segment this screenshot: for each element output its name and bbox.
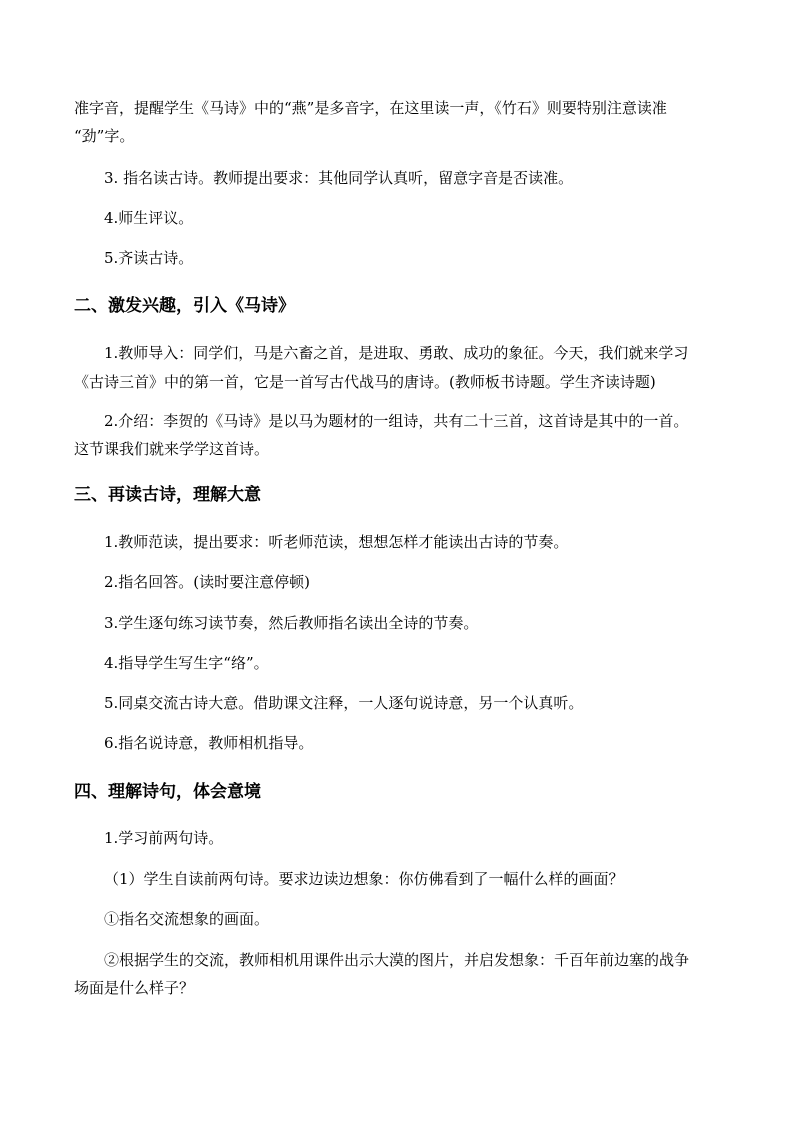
paragraph-2-line-2: 这节课我们就来学学这首诗。: [74, 440, 270, 458]
list-item: 5.同桌交流古诗大意。借助课文注释，一人逐句说诗意，另一个认真听。: [104, 694, 584, 712]
list-item: 5.齐读古诗。: [104, 249, 194, 267]
circled-item-2-line-1: ②根据学生的交流，教师相机用课件出示大漠的图片，并启发想象：千百年前边塞的战争: [104, 951, 690, 969]
section-heading-4: 四、理解诗句，体会意境: [74, 782, 261, 802]
circled-item-2-line-2: 场面是什么样子？: [74, 979, 195, 997]
list-item: 4.师生评议。: [104, 209, 194, 227]
list-item: 2.指名回答。(读时要注意停顿): [104, 573, 311, 591]
sub-item: （1）学生自读前两句诗。要求边读边想象：你仿佛看到了一幅什么样的画面？: [104, 870, 624, 888]
circled-item-1: ①指名交流想象的画面。: [104, 910, 270, 928]
list-item: 4.指导学生写生字“络”。: [104, 654, 269, 672]
intro-line-2: “劲”字。: [74, 127, 135, 145]
list-item: 1.教师范读，提出要求：听老师范读，想想怎样才能读出古诗的节奏。: [104, 533, 569, 551]
list-item: 3. 指名读古诗。教师提出要求：其他同学认真听，留意字音是否读准。: [104, 169, 574, 187]
paragraph-1-line-1: 1.教师导入：同学们，马是六畜之首，是进取、勇敢、成功的象征。今天，我们就来学习: [104, 344, 689, 362]
list-item: 3.学生逐句练习读节奏，然后教师指名读出全诗的节奏。: [104, 614, 479, 632]
paragraph-1-line-2: 《古诗三首》中的第一首，它是一首写古代战马的唐诗。(教师板书诗题。学生齐读诗题): [74, 373, 656, 391]
list-item: 1.学习前两句诗。: [104, 829, 224, 847]
section-heading-3: 三、再读古诗，理解大意: [74, 485, 261, 505]
intro-line-1: 准字音，提醒学生《马诗》中的“燕”是多音字，在这里读一声，《竹石》则要特别注意读准: [74, 99, 667, 117]
paragraph-2-line-1: 2.介绍：李贺的《马诗》是以马为题材的一组诗，共有二十三首，这首诗是其中的一首。: [104, 412, 689, 430]
section-heading-2: 二、激发兴趣，引入《马诗》: [74, 296, 295, 316]
list-item: 6.指名说诗意，教师相机指导。: [104, 734, 314, 752]
